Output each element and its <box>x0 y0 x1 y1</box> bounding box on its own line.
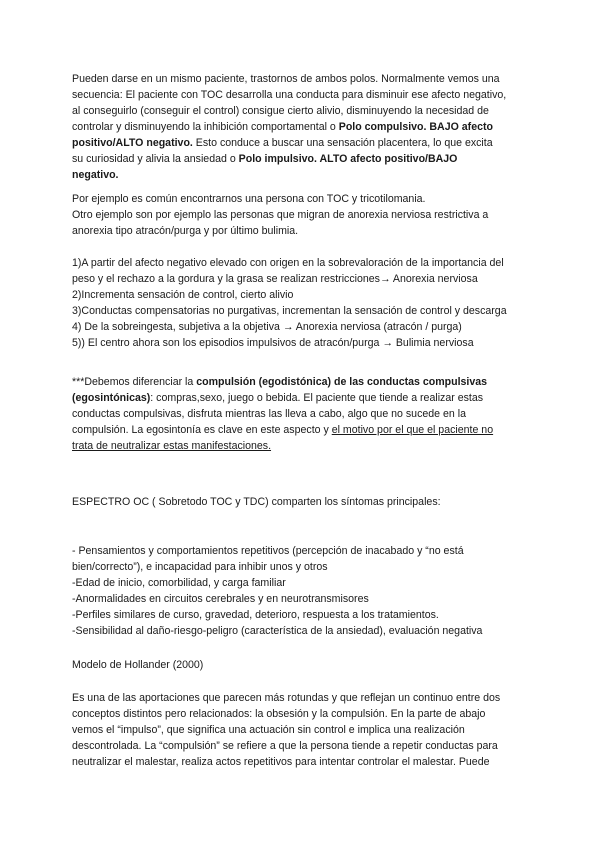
list-item: bien/correcto”), e incapacidad para inhibir unos y otros <box>72 561 328 573</box>
underlined-text: el motivo por el que el paciente no <box>331 424 494 436</box>
list-anorexia <box>72 255 532 351</box>
bold-text: Polo impulsivo. ALTO afecto positivo/BAJO <box>238 153 458 165</box>
text-line: secuencia: El paciente con TOC desarrolla una conducta para disminuir ese afecto negativo, <box>72 89 507 101</box>
section-heading: Modelo de Hollander (2000) <box>72 659 204 671</box>
text-line: neutralizar el malestar, realiza actos repetitivos para intentar controlar el malestar. Puede <box>72 756 490 768</box>
text-line <box>72 422 532 438</box>
bold-text: Polo compulsivo. BAJO afecto <box>338 121 493 133</box>
text-line: Pueden darse en un mismo paciente, trastornos de ambos polos. Normalmente vemos una <box>72 73 500 85</box>
list-espectro <box>72 543 532 639</box>
list-item: -Sensibilidad al daño-riesgo-peligro (característica de la ansiedad), evaluación negativa <box>72 625 483 637</box>
bold-text: compulsión (egodistónica) de las conductas compulsivas <box>196 376 488 388</box>
underlined-text: trata de neutralizar estas manifestaciones. <box>72 440 272 452</box>
list-item: 1)A partir del afecto negativo elevado con origen en la sobrevaloración de la importancia del <box>72 257 504 269</box>
text-line: al conseguirlo (conseguir el control) consigue cierto alivio, disminuyendo la necesidad de <box>72 105 489 117</box>
paragraph-polos <box>72 71 532 183</box>
text-line: descontrolada. La “compulsión” se refiere a que la persona tiende a repetir conductas para <box>72 740 498 752</box>
section-heading: ESPECTRO OC ( Sobretodo TOC y TDC) comparten los síntomas principales: <box>72 496 441 508</box>
text-line <box>72 390 532 406</box>
list-item: 5)) El centro ahora son los episodios impulsivos de atracón/purga → Bulimia nerviosa <box>72 337 474 349</box>
text-line: conductas compulsivas, disfruta mientras las lleva a cabo, algo que no sucede en la <box>72 408 466 420</box>
paragraph-compulsion <box>72 374 532 454</box>
bold-text: positivo/ALTO negativo. <box>72 137 193 149</box>
heading-hollander <box>72 657 532 673</box>
text-line: conceptos distintos pero relacionados: la obsesión y la compulsión. En la parte de abajo <box>72 708 486 720</box>
text-line: Es una de las aportaciones que parecen más rotundas y que reflejan un continuo entre dos <box>72 692 501 704</box>
paragraph-hollander <box>72 690 532 770</box>
text-run: ***Debemos diferenciar la <box>72 376 197 388</box>
text-line: anorexia tipo atracón/purga y por último bulimia. <box>72 225 299 237</box>
text-line <box>72 135 532 151</box>
list-item: 2)Incrementa sensación de control, cierto alivio <box>72 289 294 301</box>
text-run: compulsión. La egosintonía es clave en este aspecto y <box>72 424 332 436</box>
text-line <box>72 167 532 183</box>
bold-text: negativo. <box>72 169 119 181</box>
text-run: su curiosidad y alivia la ansiedad o <box>72 153 239 165</box>
text-run: Esto conduce a buscar una sensación placentera, lo que excita <box>192 137 493 149</box>
list-item: peso y el rechazo a la gordura y la grasa se realizan restricciones→ Anorexia nerviosa <box>72 273 478 285</box>
text-run: controlar y disminuyendo la inhibición comportamental o <box>72 121 339 133</box>
heading-espectro-oc <box>72 494 532 510</box>
text-line: Otro ejemplo son por ejemplo las personas que migran de anorexia nerviosa restrictiva a <box>72 209 489 221</box>
list-item: - Pensamientos y comportamientos repetitivos (percepción de inacabado y “no está <box>72 545 464 557</box>
text-line: Por ejemplo es común encontrarnos una persona con TOC y tricotilomania. <box>72 193 426 205</box>
paragraph-ejemplos <box>72 191 532 239</box>
list-item: -Edad de inicio, comorbilidad, y carga familiar <box>72 577 286 589</box>
text-line <box>72 151 532 167</box>
bold-text: (egosintónicas) <box>72 392 151 404</box>
text-line <box>72 374 532 390</box>
list-item: -Anormalidades en circuitos cerebrales y en neurotransmisores <box>72 593 369 605</box>
text-line <box>72 119 532 135</box>
text-line: vemos el “impulso”, que significa una actuación sin control e implica una realización <box>72 724 465 736</box>
list-item: 4) De la sobreingesta, subjetiva a la objetiva → Anorexia nerviosa (atracón / purga) <box>72 321 462 333</box>
list-item: 3)Conductas compensatorias no purgativas, incrementan la sensación de control y descarga <box>72 305 507 317</box>
list-item: -Perfiles similares de curso, gravedad, deterioro, respuesta a los tratamientos. <box>72 609 439 621</box>
text-run: : compras,sexo, juego o bebida. El paciente que tiende a realizar estas <box>150 392 484 404</box>
